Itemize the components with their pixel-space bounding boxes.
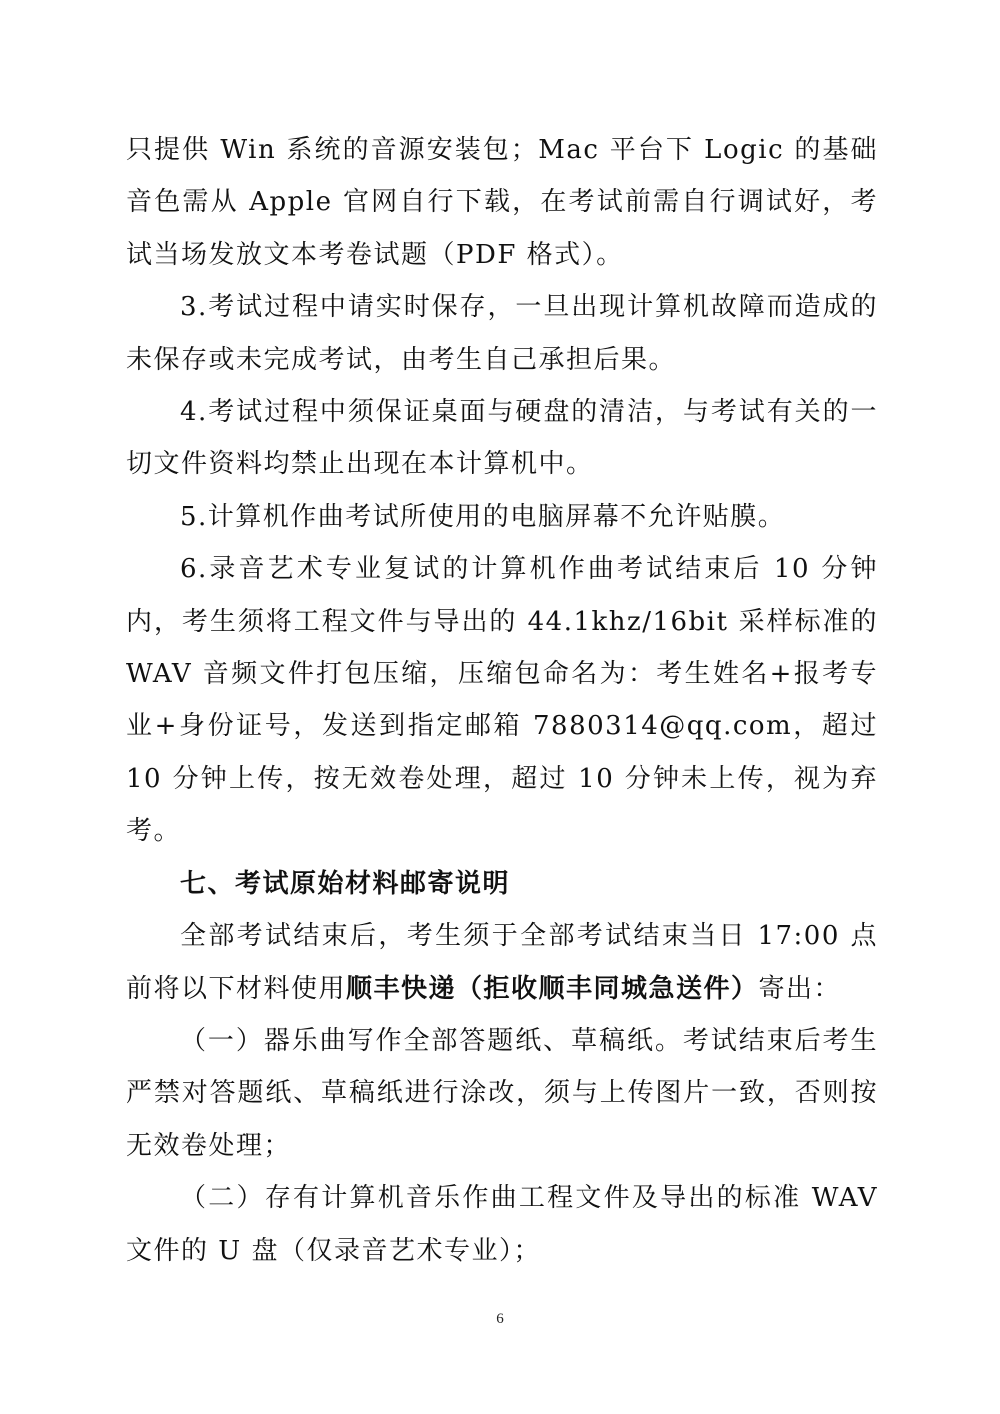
mailing-intro-text: 全部考试结束后，考生须于全部考试结束当日 17:00 点前将以下材料使用 (126, 921, 878, 1004)
courier-requirement: 顺丰快递（拒收顺丰同城急送件） (346, 973, 759, 1004)
paragraph-item-3: 3.考试过程中请实时保存，一旦出现计算机故障而造成的未保存或未完成考试，由考生自己承担后果。 (126, 292, 878, 375)
paragraph-mailing-instructions (126, 910, 878, 1015)
page-number: 6 (496, 1311, 504, 1327)
mailing-tail-text: 寄出： (758, 973, 842, 1004)
paragraph-material-1: （一）器乐曲写作全部答题纸、草稿纸。考试结束后考生严禁对答题纸、草稿纸进行涂改，须与上传图片一致，否则按无效卷处理； (126, 1025, 878, 1161)
paragraph-material-2: （二）存有计算机音乐作曲工程文件及导出的标准 WAV 文件的 U 盘（仅录音艺术专业）； (126, 1183, 878, 1266)
paragraph-software-note: 只提供 Win 系统的音源安装包；Mac 平台下 Logic 的基础音色需从 Apple 官网自行下载，在考试前需自行调试好，考试当场发放文本考卷试题（PDF 格式）。 (126, 135, 878, 270)
paragraph-item-5: 5.计算机作曲考试所使用的电脑屏幕不允许贴膜。 (180, 501, 786, 532)
paragraph-item-4: 4.考试过程中须保证桌面与硬盘的清洁，与考试有关的一切文件资料均禁止出现在本计算机中。 (126, 397, 878, 480)
section-heading-7: 七、考试原始材料邮寄说明 (180, 868, 511, 899)
document-body (126, 124, 878, 1277)
paragraph-item-6: 6.录音艺术专业复试的计算机作曲考试结束后 10 分钟内，考生须将工程文件与导出的 44.1khz/16bit 采样标准的 WAV 音频文件打包压缩，压缩包命名为：考生姓名+报考专业+身份证号，发送到指定邮箱 7880314@qq.com，超过 10 分钟上传，按无效卷处理，超过 10 分钟未上传，视为弃考。 (126, 554, 878, 847)
